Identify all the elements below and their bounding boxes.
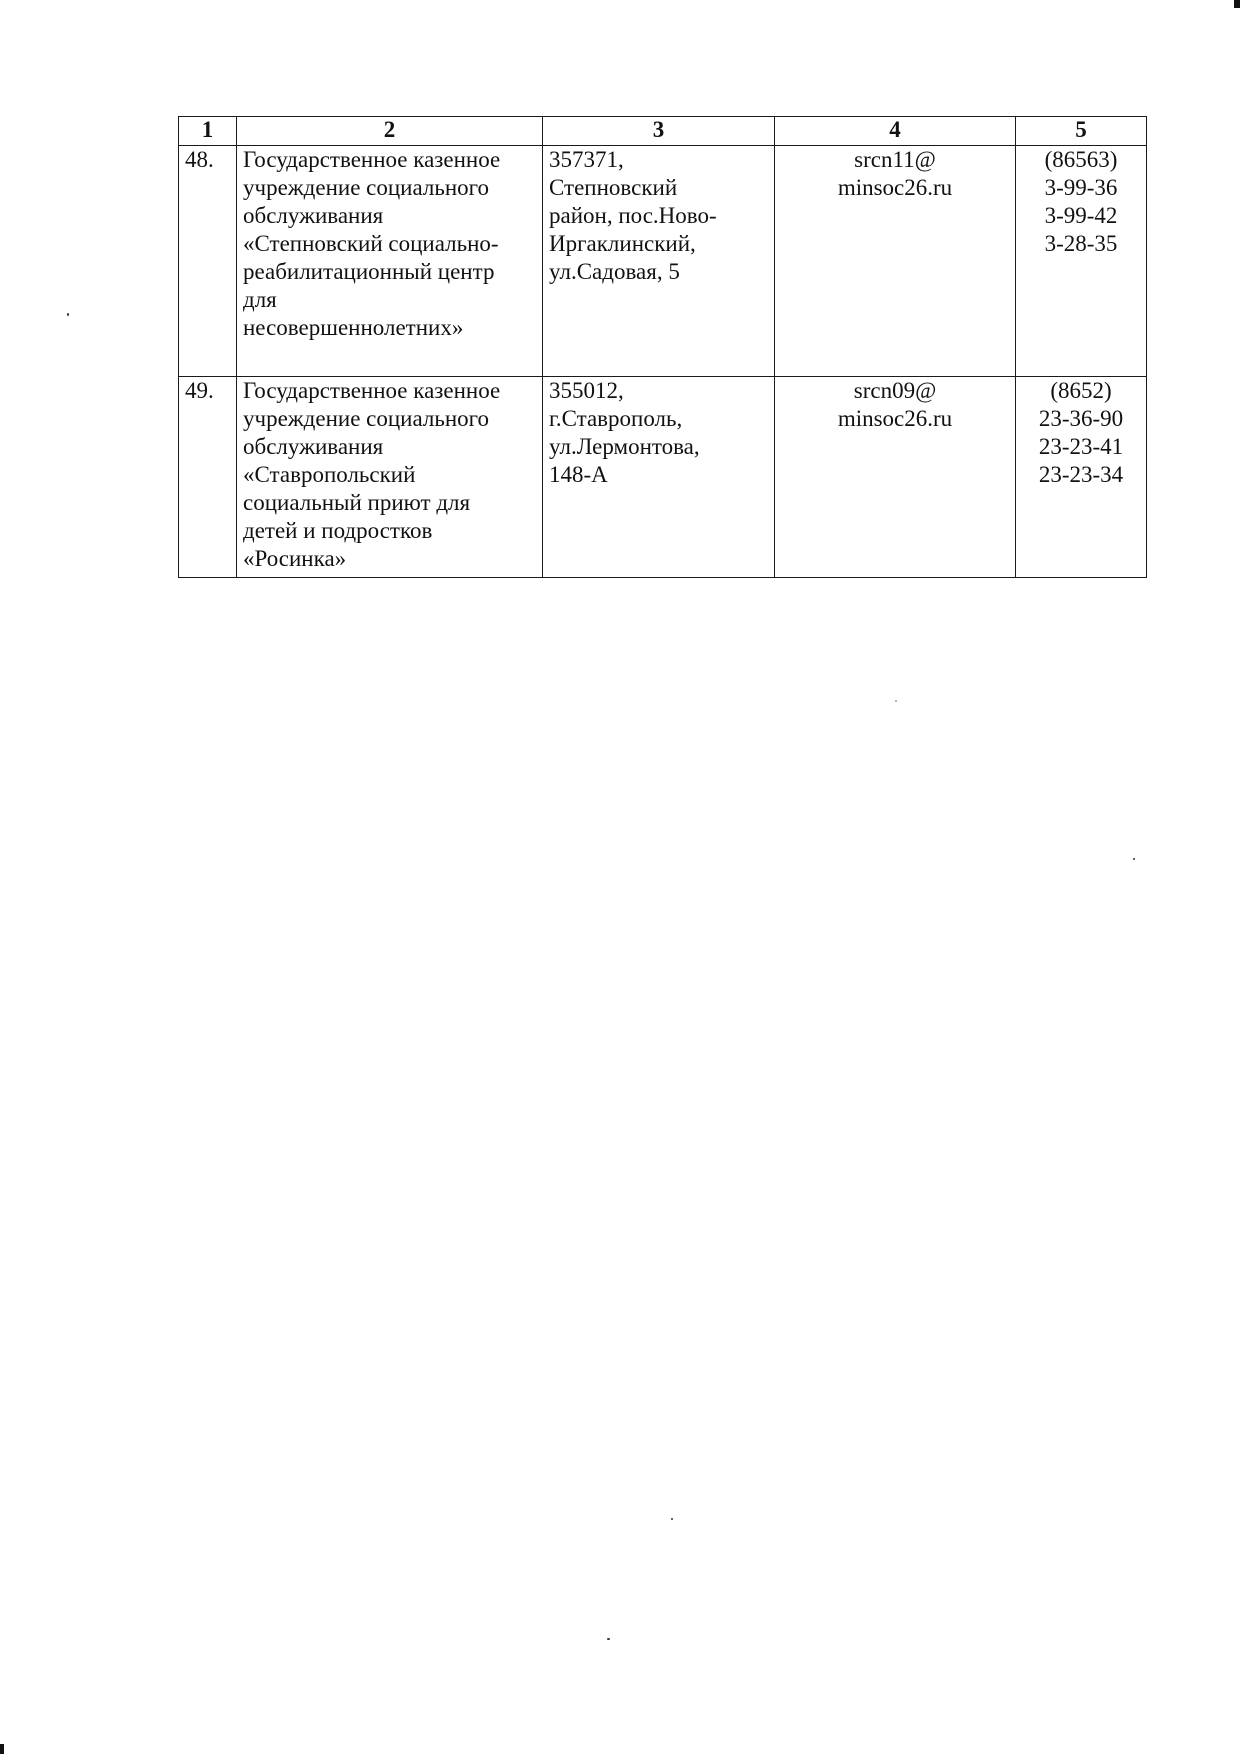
address-line: ул.Садовая, 5 — [549, 259, 680, 284]
address-line: Степновский — [549, 175, 678, 200]
scan-speck — [671, 1518, 673, 1520]
name-line: несовершеннолетних» — [243, 315, 464, 340]
phone-line: (86563) — [1044, 147, 1118, 172]
scan-speck — [67, 313, 69, 316]
column-header: 2 — [237, 117, 543, 146]
name-line: Государственное казенное — [243, 378, 501, 403]
name-line: «Степновский социально- — [243, 231, 499, 256]
name-line: для — [243, 287, 277, 312]
institutions-table — [178, 116, 1147, 578]
name-line: «Росинка» — [243, 546, 347, 571]
header-row — [179, 117, 1147, 146]
name-line: учреждение социального — [243, 406, 490, 431]
table-row — [179, 377, 1147, 578]
column-header: 4 — [775, 117, 1016, 146]
email-line: srcn11@ — [854, 147, 936, 172]
row-number: 49. — [179, 377, 237, 578]
institution-phones — [1016, 377, 1147, 578]
institution-address — [543, 377, 775, 578]
name-line: реабилитационный центр — [243, 259, 495, 284]
institution-name — [237, 146, 543, 377]
email-line: minsoc26.ru — [837, 406, 953, 431]
address-line: район, пос.Ново- — [549, 203, 717, 228]
column-header: 5 — [1016, 117, 1147, 146]
scan-speck — [895, 700, 897, 702]
table-row — [179, 146, 1147, 377]
name-line: обслуживания — [243, 434, 384, 459]
name-line: «Ставропольский — [243, 462, 416, 487]
scan-speck — [607, 1638, 610, 1640]
address-line: г.Ставрополь, — [549, 406, 683, 431]
phone-line: 23-36-90 — [1038, 406, 1124, 431]
email-line: srcn09@ — [853, 378, 937, 403]
institution-phones — [1016, 146, 1147, 377]
name-line: учреждение социального — [243, 175, 490, 200]
scan-speck — [1133, 858, 1135, 860]
address-line: 148-А — [549, 462, 608, 487]
scan-edge-mark — [0, 1744, 4, 1754]
name-line: детей и подростков — [243, 518, 433, 543]
phone-line: 23-23-34 — [1038, 462, 1124, 487]
row-number: 48. — [179, 146, 237, 377]
institution-email — [775, 146, 1016, 377]
address-line: ул.Лермонтова, — [549, 434, 700, 459]
phone-line: 3-99-42 — [1044, 203, 1118, 228]
institution-name — [237, 377, 543, 578]
name-line: социальный приют для — [243, 490, 471, 515]
email-line: minsoc26.ru — [837, 175, 953, 200]
phone-line: 23-23-41 — [1038, 434, 1124, 459]
institution-email — [775, 377, 1016, 578]
column-header: 3 — [543, 117, 775, 146]
scan-edge-mark — [1234, 0, 1240, 8]
address-line: 355012, — [549, 378, 624, 403]
address-line: Иргаклинский, — [549, 231, 696, 256]
phone-line: 3-99-36 — [1044, 175, 1118, 200]
column-header: 1 — [179, 117, 237, 146]
institution-address — [543, 146, 775, 377]
phone-line: (8652) — [1050, 378, 1112, 403]
phone-line: 3-28-35 — [1044, 231, 1118, 256]
name-line: обслуживания — [243, 203, 384, 228]
name-line: Государственное казенное — [243, 147, 501, 172]
address-line: 357371, — [549, 147, 624, 172]
